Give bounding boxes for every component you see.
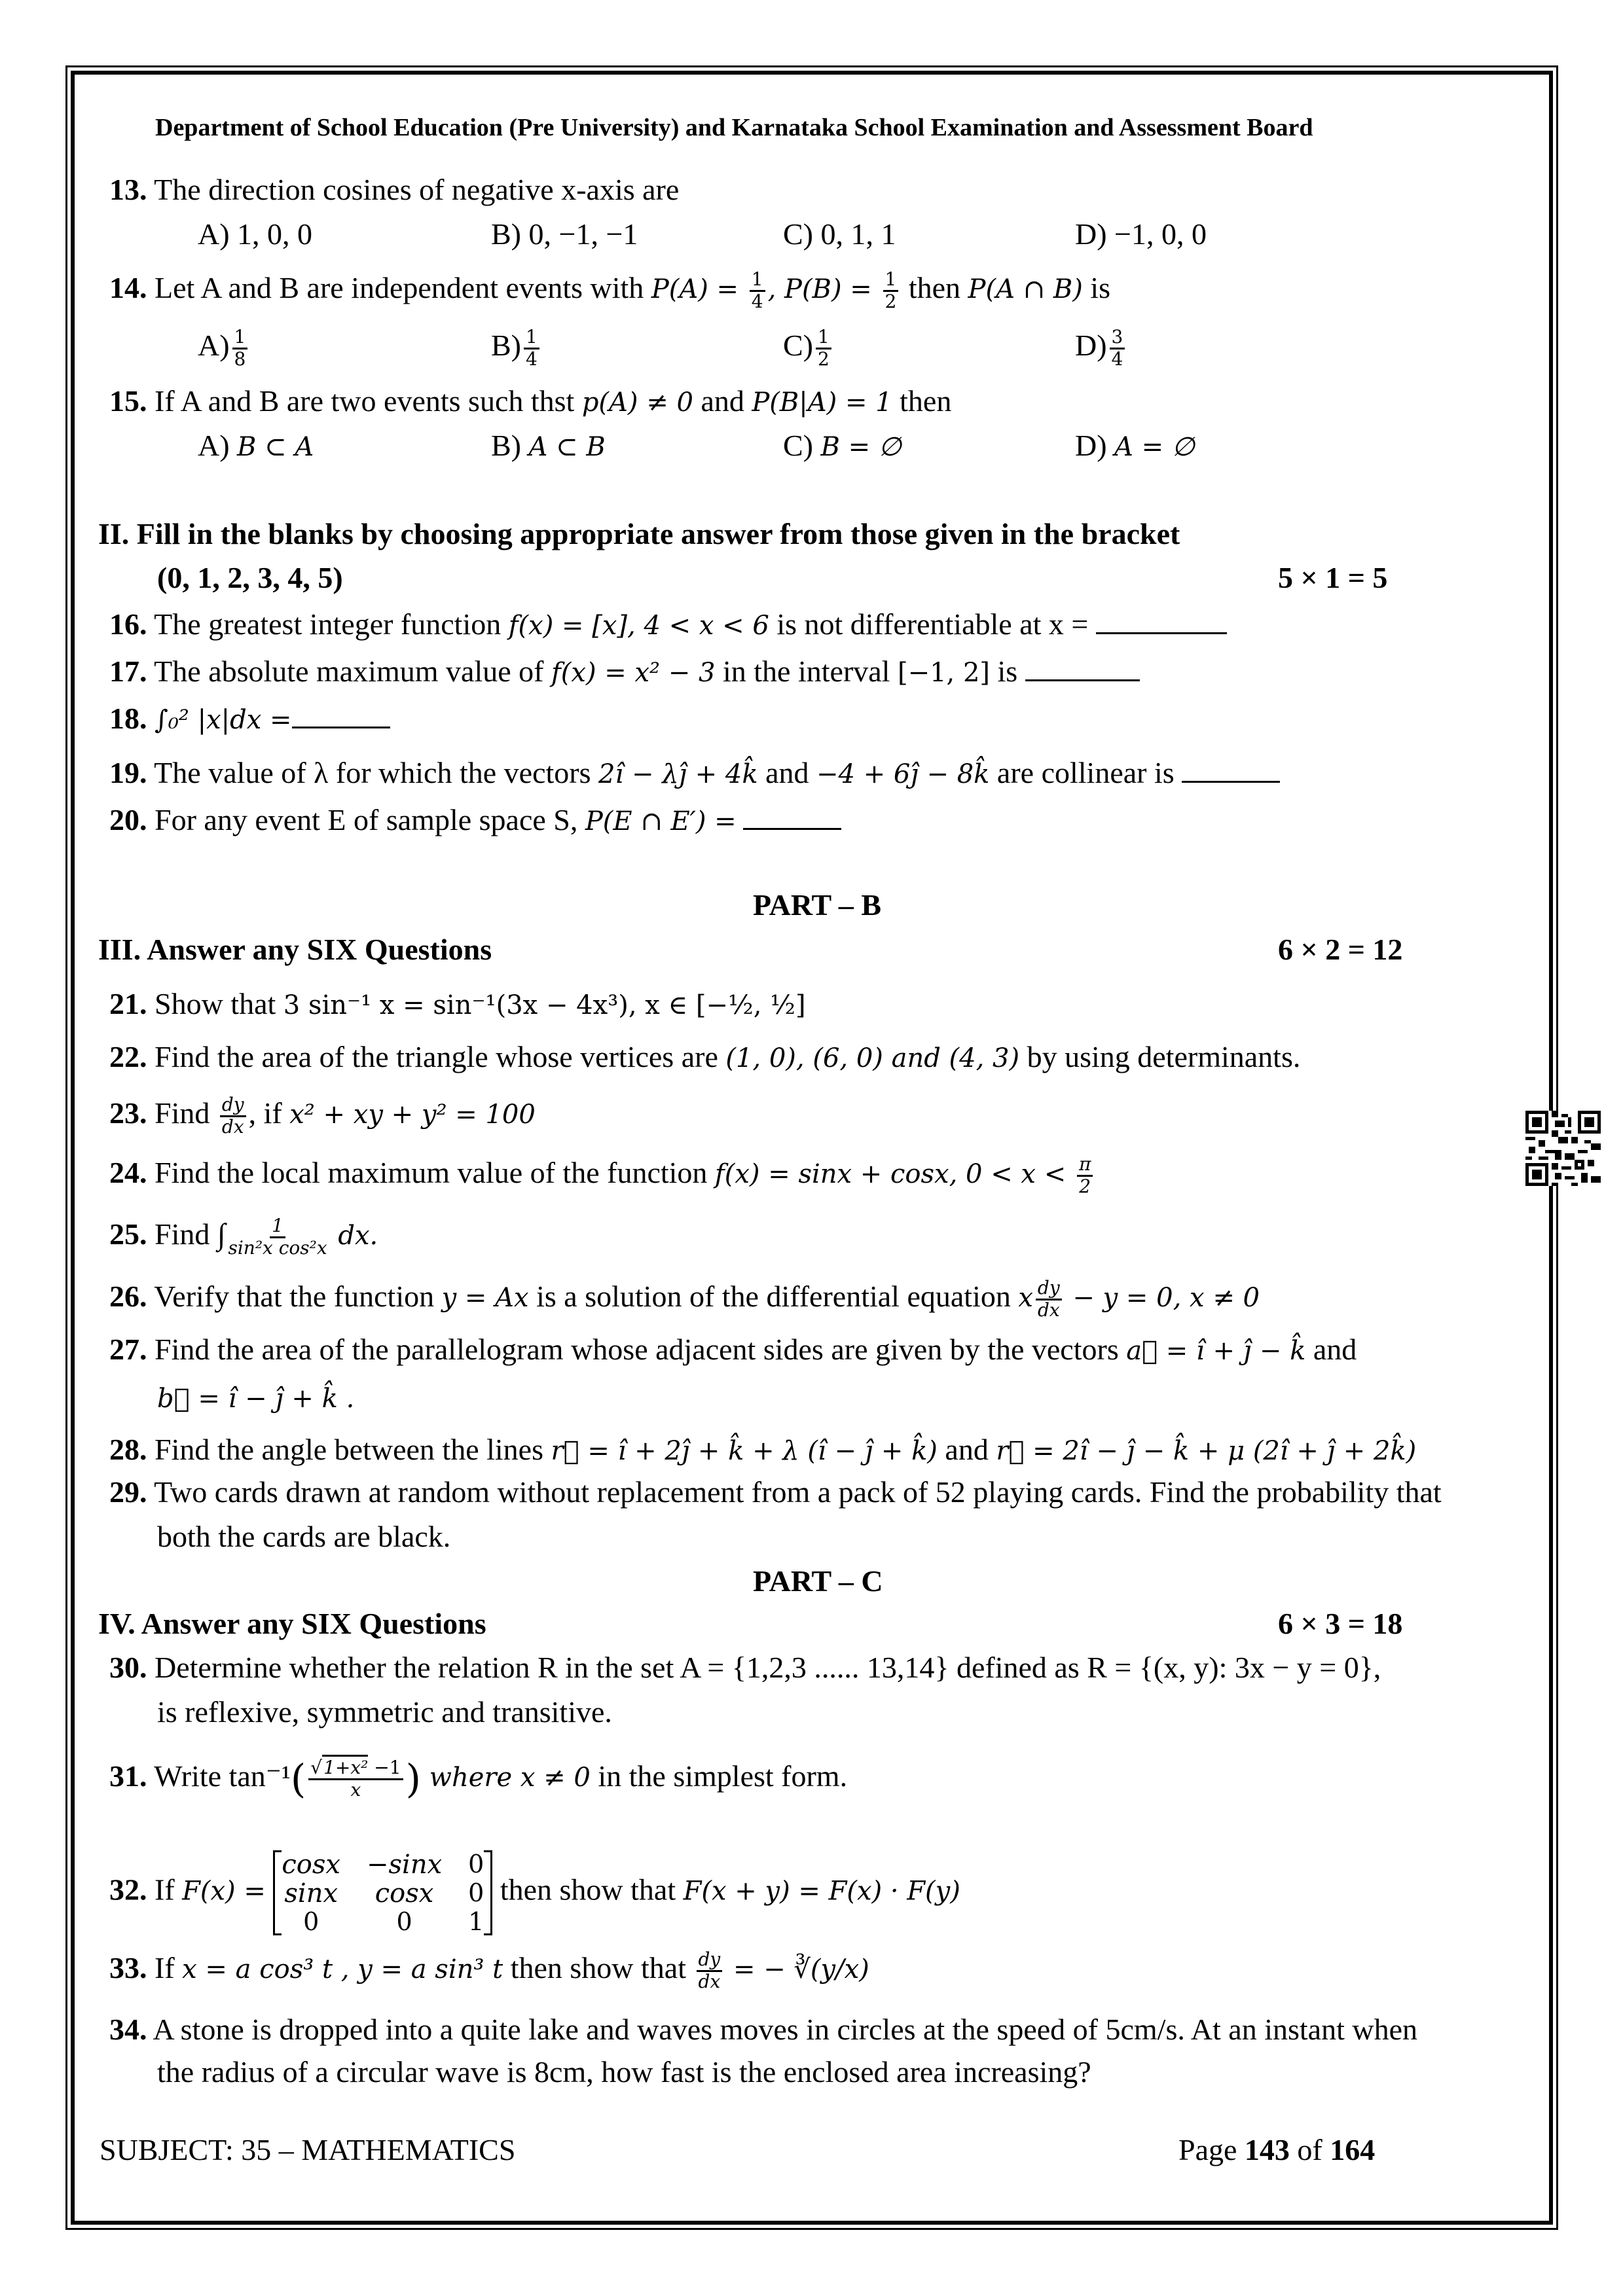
numerator: 1: [750, 270, 765, 292]
fraction: [883, 270, 899, 312]
matrix-cell: cosx: [282, 1850, 340, 1880]
numerator: 1: [524, 327, 539, 350]
question-text: A stone is dropped into a quite lake and waves moves in circles at the speed of 5cm/s. At an instant when: [153, 2013, 1418, 2046]
math-expr: (1, 0), (6, 0) and (4, 3): [725, 1043, 1020, 1073]
math-expr: dx.: [329, 1220, 378, 1251]
question-number: 29.: [109, 1475, 147, 1509]
answer-blank: [743, 804, 841, 830]
page-label: Page: [1178, 2133, 1245, 2166]
fraction: [308, 1758, 403, 1801]
math-expr: −4 + 6ĵ − 8k̂: [816, 759, 990, 789]
section-marks: 6 × 3 = 18: [1278, 1607, 1403, 1640]
question-34-line2: the radius of a circular wave is 8cm, how fast is the enclosed area increasing?: [157, 2055, 1091, 2089]
question-30: [109, 1653, 1381, 1683]
question-text: by using determinants.: [1019, 1040, 1301, 1073]
question-text: Let A and B are independent events with: [155, 270, 651, 304]
qr-code-icon: [1525, 1111, 1601, 1186]
question-27: [109, 1335, 1357, 1365]
question-number: 20.: [109, 803, 147, 836]
option-label: D): [1075, 328, 1107, 362]
footer-subject: SUBJECT: 35 – MATHEMATICS: [100, 2133, 516, 2166]
math-expr: A ⊂ B: [528, 432, 606, 462]
answer-bracket: (0, 1, 2, 3, 4, 5): [157, 561, 343, 594]
denominator: dx: [698, 1970, 721, 1992]
question-number: 22.: [109, 1040, 147, 1073]
question-number: 19.: [109, 756, 147, 789]
math-expr: where x ≠ 0: [420, 1762, 591, 1793]
denominator: 2: [818, 348, 830, 370]
question-22: [109, 1042, 1300, 1072]
math-expr: B = ∅: [820, 432, 902, 462]
math-expr: ∫₀² |x|dx =: [155, 705, 292, 735]
option-b: [491, 327, 542, 370]
question-text: For any event E of sample space S,: [155, 803, 585, 836]
option-d: D) −1, 0, 0: [1075, 217, 1207, 251]
math-expr: = − ∛(y/x): [725, 1954, 869, 1984]
question-text: are collinear is: [989, 756, 1182, 789]
math-expr: [−1, 2]: [897, 658, 991, 688]
matrix-cell: cosx: [374, 1878, 434, 1909]
option-label: A): [198, 429, 238, 462]
math-expr: x: [1018, 1282, 1033, 1313]
question-text: Find the area of the parallelogram whose adjacent sides are given by the vectors: [155, 1333, 1127, 1366]
matrix-cell: 1: [468, 1907, 484, 1936]
option-a: [198, 431, 314, 461]
question-text: Show that: [155, 987, 283, 1020]
option-a: [198, 327, 250, 370]
numerator: 3: [1110, 327, 1125, 350]
denominator: sin²x cos²x: [228, 1236, 327, 1259]
paren-close: ): [405, 1756, 421, 1803]
question-16: [109, 609, 1227, 639]
option-c: [783, 327, 834, 370]
fraction: [524, 327, 539, 370]
question-18: [109, 703, 390, 734]
denominator: 4: [526, 348, 538, 370]
part-c-title: PART – C: [753, 1564, 883, 1598]
question-text: The absolute maximum value of: [154, 655, 551, 688]
question-number: 32.: [109, 1873, 147, 1907]
question-14: [109, 270, 1110, 312]
question-text: is: [990, 655, 1025, 688]
denominator: 4: [1111, 348, 1123, 370]
denominator: 4: [751, 290, 763, 312]
fraction: [1110, 327, 1125, 370]
math-expr: B ⊂ A: [237, 432, 314, 462]
question-number: 30.: [109, 1651, 147, 1684]
footer-page-number: [1178, 2135, 1375, 2165]
section-marks: 5 × 1 = 5: [1278, 561, 1388, 594]
option-label: C): [783, 328, 813, 362]
section-iv-heading: IV. Answer any SIX Questions: [98, 1607, 486, 1640]
question-29-line2: both the cards are black.: [157, 1520, 451, 1553]
denominator: 2: [1079, 1175, 1091, 1197]
section-ii-heading: II. Fill in the blanks by choosing appropriate answer from those given in the bracket: [98, 517, 1180, 550]
question-number: 16.: [109, 607, 147, 641]
math-expr: r⃗ = 2î − ĵ − k̂ + μ (2î + ĵ + 2k̂): [996, 1436, 1417, 1466]
question-text: in the simplest form.: [590, 1759, 848, 1793]
math-expr: F(x + y) = F(x) · F(y): [683, 1876, 960, 1907]
numerator: √1+x² −1: [308, 1758, 403, 1780]
question-text: is a solution of the differential equation: [528, 1279, 1019, 1313]
math-expr: A = ∅: [1114, 432, 1195, 462]
answer-blank: [1096, 609, 1227, 634]
math-expr: − y = 0, x ≠ 0: [1064, 1282, 1260, 1313]
question-text: If: [155, 1950, 183, 1984]
math-expr: f(x) = [x], 4 < x < 6: [508, 611, 769, 641]
question-21: [109, 989, 806, 1019]
part-b-title: PART – B: [753, 888, 882, 922]
page-current: 143: [1244, 2133, 1290, 2166]
question-13: [109, 175, 679, 205]
option-b: B) 0, −1, −1: [491, 217, 638, 251]
question-text: and: [1305, 1333, 1357, 1366]
question-number: 28.: [109, 1433, 147, 1466]
option-a: A) 1, 0, 0: [198, 217, 313, 251]
matrix-cell: sinx: [284, 1878, 338, 1909]
numerator: π: [1077, 1155, 1093, 1177]
fraction: [228, 1216, 327, 1259]
question-text: then show that: [492, 1873, 684, 1907]
numerator: 1: [232, 327, 248, 350]
section-marks: 6 × 2 = 12: [1278, 933, 1403, 966]
question-30-line2: is reflexive, symmetric and transitive.: [157, 1695, 612, 1729]
option-label: A): [198, 328, 230, 362]
answer-blank: [292, 703, 390, 728]
answer-blank: [1182, 757, 1280, 783]
question-text: Find ∫: [155, 1217, 226, 1251]
fraction: [816, 327, 831, 370]
question-34: [109, 2015, 1417, 2045]
question-number: 27.: [109, 1333, 147, 1366]
question-32: [109, 1850, 960, 1935]
denominator: 2: [884, 290, 897, 312]
math-expr: f(x) = sinx + cosx, 0 < x <: [714, 1158, 1074, 1189]
question-text: then: [901, 270, 968, 304]
matrix-cell: 0: [396, 1907, 412, 1936]
matrix-cell: 0: [468, 1850, 484, 1878]
question-25: [109, 1216, 378, 1259]
numerator: dy: [1036, 1278, 1062, 1300]
math-expr: P(A ∩ B): [968, 274, 1083, 304]
question-text: is not differentiable at x =: [769, 607, 1096, 641]
question-text: Determine whether the relation R in the set A = {1,2,3 ...... 13,14} defined as R = {(x, y): 3x − y = 0},: [155, 1651, 1381, 1684]
question-number: 17.: [109, 655, 147, 688]
question-23: [109, 1095, 536, 1138]
question-number: 24.: [109, 1155, 147, 1189]
numerator: 1: [270, 1216, 285, 1238]
fraction: [1077, 1155, 1093, 1197]
denominator: x: [350, 1778, 361, 1801]
math-expr: x² + xy + y² = 100: [289, 1099, 536, 1130]
option-d: [1075, 431, 1195, 461]
question-text: Find the angle between the lines: [155, 1433, 551, 1466]
numerator: 1: [816, 327, 831, 350]
question-number: 31.: [109, 1759, 147, 1793]
question-text: is: [1082, 270, 1111, 304]
question-17: [109, 656, 1140, 687]
question-text: The direction cosines of negative x-axis are: [154, 173, 680, 206]
question-number: 18.: [109, 702, 147, 735]
question-text: Two cards drawn at random without replacement from a pack of 52 playing cards. Find the probability that: [154, 1475, 1442, 1509]
question-number: 15.: [109, 384, 147, 418]
section-iii-heading: III. Answer any SIX Questions: [98, 933, 492, 966]
math-expr: f(x) = x² − 3: [551, 658, 716, 688]
paren-open: (: [290, 1756, 306, 1803]
question-24: [109, 1155, 1095, 1197]
question-text: , if: [248, 1096, 290, 1130]
numerator-rest: −1: [368, 1757, 401, 1778]
denominator: dx: [221, 1115, 244, 1138]
math-expr: y = Ax: [441, 1282, 529, 1313]
option-d: [1075, 327, 1127, 370]
question-text: If: [155, 1873, 183, 1907]
math-expr: 3 sin⁻¹ x = sin⁻¹(3x − 4x³), x ∈ [−½, ½]: [283, 990, 806, 1020]
fraction: [232, 327, 248, 370]
matrix-cell: 0: [468, 1878, 484, 1907]
question-text: and: [693, 384, 752, 418]
option-label: B): [491, 328, 521, 362]
question-19: [109, 757, 1280, 788]
question-15: [109, 386, 951, 416]
math-expr: x = a cos³ t , y = a sin³ t: [182, 1954, 503, 1984]
denominator: dx: [1037, 1299, 1060, 1321]
page-total: 164: [1330, 2133, 1376, 2166]
question-text: Find the local maximum value of the function: [155, 1155, 715, 1189]
math-expr: , P(B) =: [767, 274, 881, 304]
fraction: [1036, 1278, 1062, 1321]
math-expr: p(A) ≠ 0: [581, 387, 693, 418]
question-number: 33.: [109, 1950, 147, 1984]
page-of: of: [1289, 2133, 1330, 2166]
option-label: B): [491, 429, 529, 462]
question-33: [109, 1950, 869, 1992]
denominator: 8: [234, 348, 246, 370]
math-expr: P(E ∩ E′) =: [585, 806, 737, 836]
fraction: [750, 270, 765, 312]
option-c: C) 0, 1, 1: [783, 217, 896, 251]
fraction: [697, 1950, 723, 1992]
question-number: 26.: [109, 1279, 147, 1313]
question-text: The greatest integer function: [154, 607, 509, 641]
math-expr: r⃗ = î + 2ĵ + k̂ + λ (î − ĵ + k̂): [551, 1436, 938, 1466]
matrix-cell: 0: [303, 1907, 319, 1936]
question-number: 25.: [109, 1217, 147, 1251]
math-expr: P(A) =: [651, 274, 747, 304]
question-text: Write tan⁻¹: [154, 1759, 291, 1793]
question-31: [109, 1758, 847, 1801]
question-text: then show that: [503, 1950, 694, 1984]
question-text: Find: [155, 1096, 217, 1130]
question-27-line2: b⃗ = î − ĵ + k̂ .: [157, 1384, 355, 1414]
option-b: [491, 431, 606, 461]
numerator: 1: [883, 270, 899, 292]
question-28: [109, 1435, 1416, 1465]
question-text: If A and B are two events such thst: [155, 384, 582, 418]
numerator: dy: [697, 1950, 723, 1972]
question-number: 34.: [109, 2013, 147, 2046]
answer-blank: [1025, 656, 1140, 681]
option-label: D): [1075, 429, 1115, 462]
option-c: [783, 431, 902, 461]
matrix: [273, 1850, 492, 1935]
question-text: Verify that the function: [154, 1279, 442, 1313]
matrix-cell: −sinx: [366, 1850, 443, 1880]
question-20: [109, 804, 841, 835]
question-29: [109, 1477, 1442, 1507]
sqrt-radicand: 1+x²: [322, 1755, 368, 1778]
option-label: C): [783, 429, 821, 462]
math-expr: P(B|A) = 1: [752, 387, 892, 418]
question-text: in the interval: [715, 655, 898, 688]
question-number: 21.: [109, 987, 147, 1020]
question-26: [109, 1278, 1260, 1321]
fraction: [220, 1095, 246, 1138]
numerator: dy: [220, 1095, 246, 1117]
question-number: 13.: [109, 173, 147, 206]
question-text: then: [892, 384, 952, 418]
question-number: 23.: [109, 1096, 147, 1130]
math-expr: 2î − λĵ + 4k̂: [598, 759, 758, 789]
math-expr: a⃗ = î + ĵ − k̂: [1126, 1336, 1306, 1366]
question-text: and: [937, 1433, 996, 1466]
board-header: Department of School Education (Pre University) and Karnataka School Examination and Assessment Board: [155, 114, 1313, 141]
math-expr: F(x) =: [182, 1876, 266, 1907]
question-text: and: [757, 756, 817, 789]
question-text: The value of λ for which the vectors: [154, 756, 599, 789]
question-number: 14.: [109, 270, 147, 304]
question-text: Find the area of the triangle whose vertices are: [155, 1040, 726, 1073]
